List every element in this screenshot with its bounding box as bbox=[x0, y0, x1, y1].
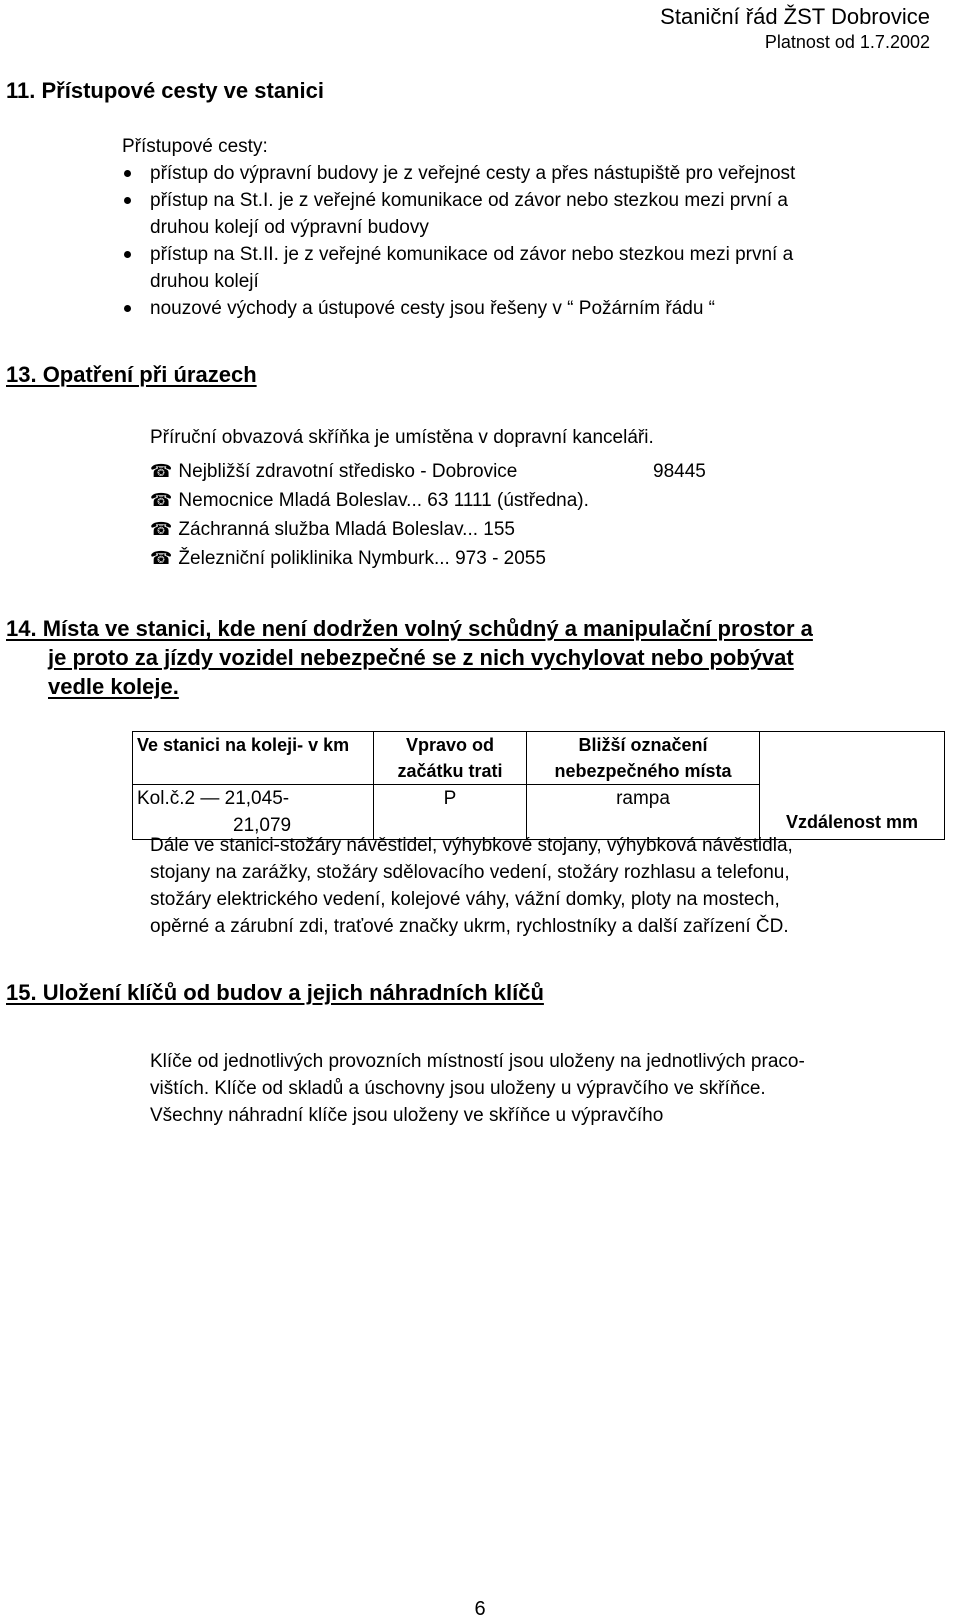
first-aid-info: Příruční obvazová skříňka je umístěna v dopravní kanceláři. bbox=[150, 427, 654, 448]
access-item-3: přístup na St.II. je z veřejné komunikace od závor nebo stezkou mezi první a bbox=[150, 244, 794, 265]
column-header-side: Vpravo od začátku trati bbox=[374, 732, 527, 785]
access-item-2: přístup na St.I. je z veřejné komunikace od závor nebo stezkou mezi první a bbox=[150, 190, 788, 211]
section-15-heading: 15. Uložení klíčů od budov a jejich náhradních klíčů bbox=[6, 980, 544, 1005]
contact-row bbox=[150, 516, 515, 543]
table-cell-description: rampa bbox=[527, 785, 760, 840]
validity-date: Platnost od 1.7.2002 bbox=[764, 32, 930, 52]
access-item-1: přístup do výpravní budovy je z veřejné cesty a přes nástupiště pro veřejnost bbox=[150, 163, 796, 184]
contact-name: Záchranná služba Mladá Boleslav bbox=[178, 519, 463, 540]
section-11-intro: Přístupové cesty: bbox=[122, 136, 268, 157]
contact-row bbox=[150, 545, 546, 572]
section-15-text: Všechny náhradní klíče jsou uloženy ve skříňce u výpravčího bbox=[150, 1105, 664, 1126]
access-item-4: nouzové východy a ústupové cesty jsou řešeny v “ Požárním řádu “ bbox=[150, 298, 715, 319]
contact-name: Nemocnice Mladá Boleslav bbox=[178, 490, 407, 511]
column-header-distance: Vzdálenost mm bbox=[760, 732, 945, 840]
access-item-2-cont: druhou kolejí od výpravní budovy bbox=[150, 217, 429, 238]
contact-row bbox=[150, 487, 589, 514]
section-14-note: stojany na zarážky, stožáry sdělovacího vedení, stožáry rozhlasu a telefonu, bbox=[150, 862, 790, 883]
bullet-icon bbox=[124, 251, 131, 258]
bullet-icon bbox=[124, 170, 131, 177]
document-title: Staniční řád ŽST Dobrovice bbox=[660, 4, 930, 29]
section-15-text: Klíče od jednotlivých provozních místností jsou uloženy na jednotlivých praco- bbox=[150, 1051, 805, 1072]
hazard-location-table bbox=[132, 731, 945, 840]
contact-number: ... 155 bbox=[462, 519, 515, 540]
bullet-icon bbox=[124, 305, 131, 312]
column-header-location: Ve stanici na koleji- v km bbox=[133, 732, 374, 785]
section-15-text: vištích. Klíče od skladů a úschovny jsou uloženy u výpravčího ve skříňce. bbox=[150, 1078, 766, 1099]
contact-name: Železniční poliklinika Nymburk bbox=[178, 548, 434, 569]
contact-name: Nejbližší zdravotní středisko - Dobrovice bbox=[178, 461, 518, 482]
section-14-note: opěrné a zárubní zdi, traťové značky ukrm, rychlostníky a další zařízení ČD. bbox=[150, 916, 789, 937]
table-cell-location: Kol.č.2 — 21,045- 21,079 bbox=[133, 785, 374, 840]
section-14-heading: 14. Místa ve stanici, kde není dodržen volný schůdný a manipulační prostor a bbox=[6, 616, 813, 641]
phone-icon: ☎ bbox=[150, 548, 173, 568]
access-item-3-cont: druhou kolejí bbox=[150, 271, 259, 292]
section-14-note: stožáry elektrického vedení, kolejové váhy, vážní domky, ploty na mostech, bbox=[150, 889, 780, 910]
bullet-icon bbox=[124, 197, 131, 204]
phone-icon: ☎ bbox=[150, 519, 173, 539]
section-14-note: Dále ve stanici-stožáry návěstidel, výhybkové stojany, výhybková návěstidla, bbox=[150, 835, 793, 856]
page-number: 6 bbox=[474, 1598, 486, 1620]
contact-number: ... 973 - 2055 bbox=[433, 548, 546, 569]
section-14-heading-cont: je proto za jízdy vozidel nebezpečné se z nich vychylovat nebo pobývat bbox=[48, 645, 794, 670]
contact-row bbox=[150, 458, 517, 485]
phone-icon: ☎ bbox=[150, 490, 173, 510]
contact-number: 98445 bbox=[653, 461, 706, 482]
table-cell-side: P bbox=[374, 785, 527, 840]
contact-number: ... 63 1111 (ústředna). bbox=[406, 490, 589, 511]
section-11-heading: 11. Přístupové cesty ve stanici bbox=[6, 78, 324, 103]
section-13-heading: 13. Opatření při úrazech bbox=[6, 362, 257, 387]
column-header-description: Bližší označení nebezpečného místa bbox=[527, 732, 760, 785]
section-14-heading-cont: vedle koleje. bbox=[48, 674, 179, 699]
phone-icon: ☎ bbox=[150, 461, 173, 481]
